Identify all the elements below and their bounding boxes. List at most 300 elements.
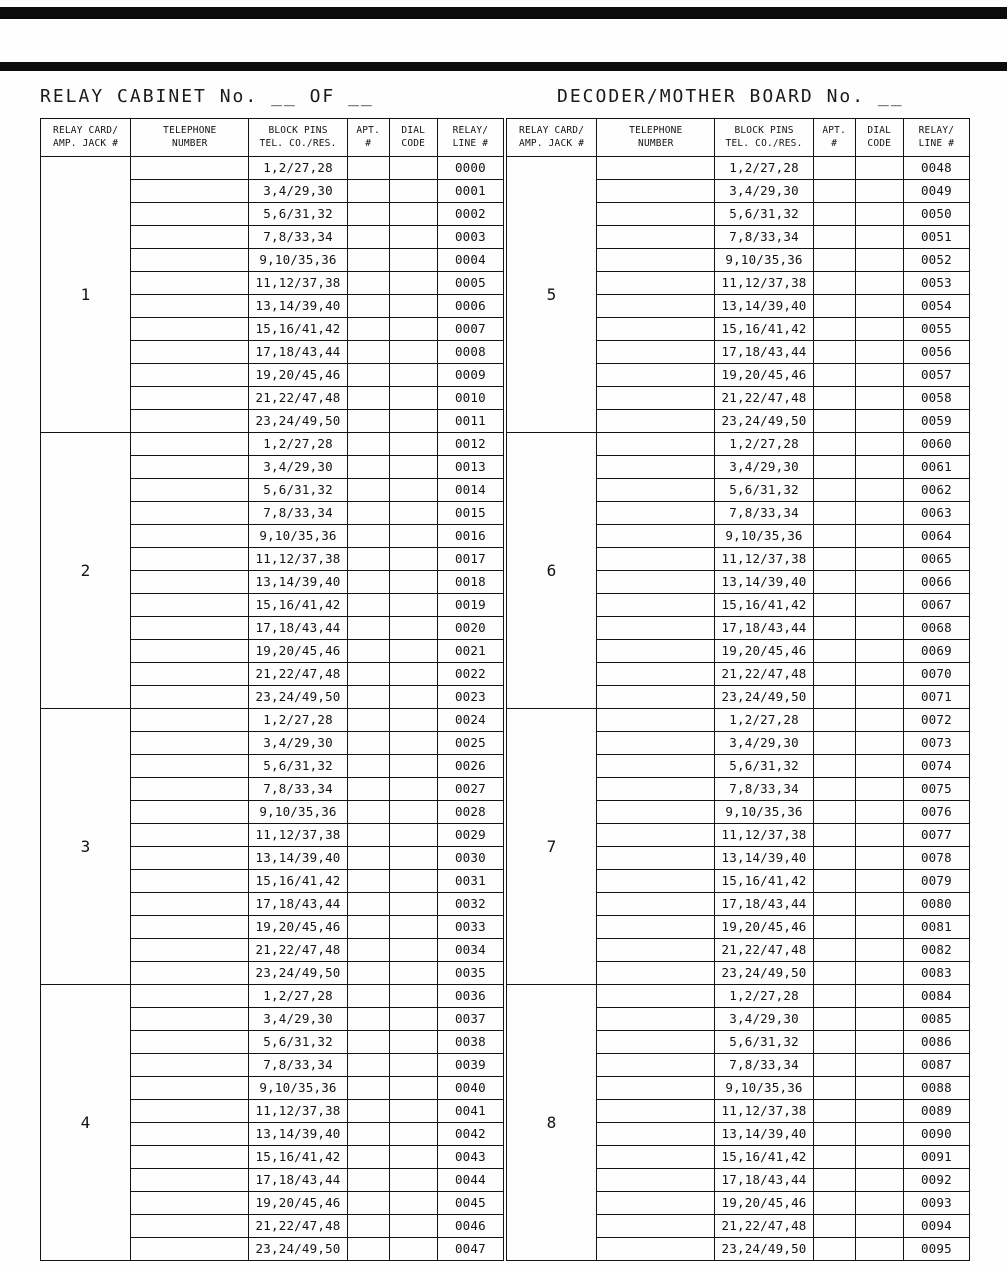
block-pins-cell: 1,2/27,28 — [249, 433, 347, 456]
apt-number-cell — [347, 1192, 389, 1215]
relay-line-cell: 0035 — [437, 962, 503, 985]
jack-number-cell: 6 — [507, 433, 597, 709]
block-pins-cell: 19,20/45,46 — [715, 364, 813, 387]
apt-number-cell — [813, 1192, 855, 1215]
block-pins-cell: 11,12/37,38 — [249, 1100, 347, 1123]
dial-code-cell — [855, 801, 903, 824]
column-header-jack: RELAY CARD/ AMP. JACK # — [41, 119, 131, 157]
block-pins-cell: 1,2/27,28 — [715, 709, 813, 732]
relay-line-cell: 0048 — [903, 157, 969, 180]
relay-table-right — [506, 118, 970, 1261]
apt-number-cell — [347, 801, 389, 824]
relay-line-cell: 0074 — [903, 755, 969, 778]
telephone-number-cell — [597, 1215, 715, 1238]
dial-code-cell — [389, 1008, 437, 1031]
block-pins-cell: 19,20/45,46 — [249, 1192, 347, 1215]
telephone-number-cell — [131, 456, 249, 479]
block-pins-cell: 3,4/29,30 — [249, 732, 347, 755]
apt-number-cell — [813, 962, 855, 985]
dial-code-cell — [855, 318, 903, 341]
apt-number-cell — [347, 548, 389, 571]
relay-line-cell: 0095 — [903, 1238, 969, 1261]
telephone-number-cell — [597, 410, 715, 433]
telephone-number-cell — [131, 571, 249, 594]
dial-code-cell — [855, 617, 903, 640]
apt-number-cell — [347, 180, 389, 203]
dial-code-cell — [855, 594, 903, 617]
telephone-number-cell — [597, 962, 715, 985]
telephone-number-cell — [131, 364, 249, 387]
relay-line-cell: 0025 — [437, 732, 503, 755]
block-pins-cell: 21,22/47,48 — [715, 663, 813, 686]
dial-code-cell — [855, 1146, 903, 1169]
relay-line-cell: 0013 — [437, 456, 503, 479]
relay-line-cell: 0076 — [903, 801, 969, 824]
apt-number-cell — [347, 456, 389, 479]
relay-line-cell: 0062 — [903, 479, 969, 502]
telephone-number-cell — [131, 663, 249, 686]
apt-number-cell — [347, 341, 389, 364]
apt-number-cell — [347, 433, 389, 456]
jack-number-cell: 2 — [41, 433, 131, 709]
block-pins-cell: 3,4/29,30 — [249, 180, 347, 203]
relay-line-cell: 0044 — [437, 1169, 503, 1192]
dial-code-cell — [855, 755, 903, 778]
apt-number-cell — [813, 433, 855, 456]
relay-line-cell: 0082 — [903, 939, 969, 962]
block-pins-cell: 5,6/31,32 — [715, 203, 813, 226]
telephone-number-cell — [131, 732, 249, 755]
block-pins-cell: 23,24/49,50 — [715, 410, 813, 433]
dial-code-cell — [855, 157, 903, 180]
apt-number-cell — [813, 594, 855, 617]
dial-code-cell — [855, 686, 903, 709]
apt-number-cell — [813, 203, 855, 226]
dial-code-cell — [855, 1008, 903, 1031]
telephone-number-cell — [597, 203, 715, 226]
relay-line-cell: 0077 — [903, 824, 969, 847]
block-pins-cell: 9,10/35,36 — [715, 525, 813, 548]
block-pins-cell: 5,6/31,32 — [249, 479, 347, 502]
block-pins-cell: 15,16/41,42 — [715, 870, 813, 893]
block-pins-cell: 1,2/27,28 — [249, 985, 347, 1008]
dial-code-cell — [389, 364, 437, 387]
apt-number-cell — [347, 709, 389, 732]
apt-number-cell — [813, 1054, 855, 1077]
telephone-number-cell — [597, 870, 715, 893]
dial-code-cell — [855, 1100, 903, 1123]
relay-line-cell: 0091 — [903, 1146, 969, 1169]
relay-line-cell: 0023 — [437, 686, 503, 709]
dial-code-cell — [855, 1031, 903, 1054]
apt-number-cell — [813, 272, 855, 295]
block-pins-cell: 11,12/37,38 — [715, 1100, 813, 1123]
relay-line-cell: 0042 — [437, 1123, 503, 1146]
relay-line-cell: 0085 — [903, 1008, 969, 1031]
relay-line-cell: 0010 — [437, 387, 503, 410]
apt-number-cell — [347, 1123, 389, 1146]
relay-line-cell: 0028 — [437, 801, 503, 824]
relay-line-cell: 0024 — [437, 709, 503, 732]
telephone-number-cell — [131, 295, 249, 318]
telephone-number-cell — [131, 1146, 249, 1169]
relay-line-cell: 0071 — [903, 686, 969, 709]
block-pins-cell: 17,18/43,44 — [249, 617, 347, 640]
apt-number-cell — [813, 1100, 855, 1123]
telephone-number-cell — [597, 617, 715, 640]
dial-code-cell — [855, 1169, 903, 1192]
apt-number-cell — [813, 571, 855, 594]
dial-code-cell — [855, 870, 903, 893]
apt-number-cell — [347, 663, 389, 686]
block-pins-cell: 7,8/33,34 — [249, 226, 347, 249]
telephone-number-cell — [597, 1100, 715, 1123]
block-pins-cell: 23,24/49,50 — [249, 410, 347, 433]
dial-code-cell — [855, 502, 903, 525]
block-pins-cell: 15,16/41,42 — [249, 594, 347, 617]
relay-line-cell: 0027 — [437, 778, 503, 801]
apt-number-cell — [347, 893, 389, 916]
apt-number-cell — [813, 617, 855, 640]
relay-line-cell: 0002 — [437, 203, 503, 226]
table-row — [41, 709, 504, 732]
relay-line-cell: 0073 — [903, 732, 969, 755]
apt-number-cell — [347, 939, 389, 962]
dial-code-cell — [855, 778, 903, 801]
block-pins-cell: 7,8/33,34 — [249, 502, 347, 525]
telephone-number-cell — [131, 548, 249, 571]
dial-code-cell — [855, 1215, 903, 1238]
block-pins-cell: 7,8/33,34 — [715, 778, 813, 801]
apt-number-cell — [347, 755, 389, 778]
relay-line-cell: 0038 — [437, 1031, 503, 1054]
apt-number-cell — [813, 916, 855, 939]
block-pins-cell: 19,20/45,46 — [249, 364, 347, 387]
dial-code-cell — [389, 985, 437, 1008]
telephone-number-cell — [131, 594, 249, 617]
table-row — [41, 433, 504, 456]
relay-line-cell: 0052 — [903, 249, 969, 272]
dial-code-cell — [389, 801, 437, 824]
relay-line-cell: 0089 — [903, 1100, 969, 1123]
apt-number-cell — [347, 249, 389, 272]
apt-number-cell — [347, 686, 389, 709]
dial-code-cell — [389, 502, 437, 525]
telephone-number-cell — [597, 249, 715, 272]
dial-code-cell — [855, 962, 903, 985]
apt-number-cell — [813, 295, 855, 318]
telephone-number-cell — [131, 939, 249, 962]
dial-code-cell — [855, 548, 903, 571]
column-header-dial-code: DIAL CODE — [389, 119, 437, 157]
block-pins-cell: 1,2/27,28 — [715, 157, 813, 180]
telephone-number-cell — [597, 1008, 715, 1031]
apt-number-cell — [347, 1077, 389, 1100]
apt-number-cell — [813, 525, 855, 548]
relay-line-cell: 0030 — [437, 847, 503, 870]
relay-line-cell: 0040 — [437, 1077, 503, 1100]
column-header-telephone: TELEPHONE NUMBER — [131, 119, 249, 157]
relay-line-cell: 0053 — [903, 272, 969, 295]
block-pins-cell: 17,18/43,44 — [715, 893, 813, 916]
relay-line-cell: 0018 — [437, 571, 503, 594]
block-pins-cell: 13,14/39,40 — [249, 1123, 347, 1146]
relay-line-cell: 0094 — [903, 1215, 969, 1238]
apt-number-cell — [813, 502, 855, 525]
relay-line-cell: 0061 — [903, 456, 969, 479]
relay-line-cell: 0001 — [437, 180, 503, 203]
apt-number-cell — [347, 157, 389, 180]
dial-code-cell — [389, 180, 437, 203]
telephone-number-cell — [131, 1123, 249, 1146]
dial-code-cell — [389, 295, 437, 318]
telephone-number-cell — [597, 594, 715, 617]
apt-number-cell — [813, 1146, 855, 1169]
apt-number-cell — [813, 548, 855, 571]
block-pins-cell: 21,22/47,48 — [249, 1215, 347, 1238]
relay-line-cell: 0034 — [437, 939, 503, 962]
telephone-number-cell — [597, 686, 715, 709]
relay-line-cell: 0059 — [903, 410, 969, 433]
block-pins-cell: 17,18/43,44 — [249, 1169, 347, 1192]
relay-line-cell: 0079 — [903, 870, 969, 893]
block-pins-cell: 1,2/27,28 — [715, 985, 813, 1008]
dial-code-cell — [389, 1077, 437, 1100]
dial-code-cell — [855, 180, 903, 203]
relay-line-cell: 0084 — [903, 985, 969, 1008]
apt-number-cell — [813, 778, 855, 801]
relay-line-cell: 0054 — [903, 295, 969, 318]
block-pins-cell: 21,22/47,48 — [715, 387, 813, 410]
relay-line-cell: 0093 — [903, 1192, 969, 1215]
apt-number-cell — [347, 1146, 389, 1169]
block-pins-cell: 19,20/45,46 — [715, 916, 813, 939]
block-pins-cell: 9,10/35,36 — [249, 249, 347, 272]
column-header-dial-code: DIAL CODE — [855, 119, 903, 157]
jack-number-cell: 5 — [507, 157, 597, 433]
relay-line-cell: 0067 — [903, 594, 969, 617]
block-pins-cell: 1,2/27,28 — [715, 433, 813, 456]
block-pins-cell: 15,16/41,42 — [715, 318, 813, 341]
dial-code-cell — [389, 709, 437, 732]
relay-line-cell: 0033 — [437, 916, 503, 939]
relay-line-cell: 0032 — [437, 893, 503, 916]
relay-line-cell: 0014 — [437, 479, 503, 502]
dial-code-cell — [389, 594, 437, 617]
apt-number-cell — [347, 732, 389, 755]
telephone-number-cell — [597, 456, 715, 479]
telephone-number-cell — [131, 341, 249, 364]
dial-code-cell — [389, 824, 437, 847]
dial-code-cell — [389, 203, 437, 226]
dial-code-cell — [855, 272, 903, 295]
block-pins-cell: 11,12/37,38 — [249, 824, 347, 847]
telephone-number-cell — [131, 916, 249, 939]
telephone-number-cell — [597, 571, 715, 594]
dial-code-cell — [389, 732, 437, 755]
apt-number-cell — [813, 686, 855, 709]
apt-number-cell — [347, 870, 389, 893]
telephone-number-cell — [131, 1100, 249, 1123]
telephone-number-cell — [131, 410, 249, 433]
dial-code-cell — [389, 226, 437, 249]
telephone-number-cell — [597, 1146, 715, 1169]
dial-code-cell — [855, 1077, 903, 1100]
apt-number-cell — [347, 617, 389, 640]
apt-number-cell — [813, 180, 855, 203]
dial-code-cell — [389, 341, 437, 364]
block-pins-cell: 23,24/49,50 — [249, 686, 347, 709]
dial-code-cell — [389, 456, 437, 479]
apt-number-cell — [347, 525, 389, 548]
telephone-number-cell — [597, 778, 715, 801]
block-pins-cell: 7,8/33,34 — [715, 1054, 813, 1077]
telephone-number-cell — [597, 1238, 715, 1261]
top-black-bar — [0, 7, 1007, 19]
dial-code-cell — [389, 387, 437, 410]
block-pins-cell: 3,4/29,30 — [715, 180, 813, 203]
relay-line-cell: 0029 — [437, 824, 503, 847]
telephone-number-cell — [131, 870, 249, 893]
apt-number-cell — [813, 1123, 855, 1146]
block-pins-cell: 7,8/33,34 — [715, 226, 813, 249]
apt-number-cell — [347, 502, 389, 525]
dial-code-cell — [389, 1123, 437, 1146]
block-pins-cell: 13,14/39,40 — [249, 295, 347, 318]
relay-line-cell: 0008 — [437, 341, 503, 364]
block-pins-cell: 13,14/39,40 — [715, 847, 813, 870]
telephone-number-cell — [131, 686, 249, 709]
telephone-number-cell — [597, 502, 715, 525]
dial-code-cell — [855, 732, 903, 755]
dial-code-cell — [855, 387, 903, 410]
column-header-apt: APT. # — [347, 119, 389, 157]
dial-code-cell — [855, 525, 903, 548]
dial-code-cell — [389, 318, 437, 341]
relay-line-cell: 0045 — [437, 1192, 503, 1215]
apt-number-cell — [347, 318, 389, 341]
dial-code-cell — [389, 571, 437, 594]
relay-line-cell: 0021 — [437, 640, 503, 663]
relay-line-cell: 0043 — [437, 1146, 503, 1169]
apt-number-cell — [813, 1215, 855, 1238]
block-pins-cell: 11,12/37,38 — [249, 272, 347, 295]
table-row — [41, 157, 504, 180]
relay-line-cell: 0000 — [437, 157, 503, 180]
dial-code-cell — [855, 663, 903, 686]
relay-line-cell: 0003 — [437, 226, 503, 249]
block-pins-cell: 3,4/29,30 — [715, 732, 813, 755]
telephone-number-cell — [597, 364, 715, 387]
dial-code-cell — [855, 709, 903, 732]
relay-line-cell: 0011 — [437, 410, 503, 433]
apt-number-cell — [347, 778, 389, 801]
telephone-number-cell — [597, 1077, 715, 1100]
block-pins-cell: 23,24/49,50 — [249, 1238, 347, 1261]
apt-number-cell — [347, 479, 389, 502]
relay-line-cell: 0090 — [903, 1123, 969, 1146]
apt-number-cell — [347, 1008, 389, 1031]
apt-number-cell — [813, 1238, 855, 1261]
apt-number-cell — [813, 157, 855, 180]
dial-code-cell — [855, 939, 903, 962]
block-pins-cell: 23,24/49,50 — [249, 962, 347, 985]
dial-code-cell — [389, 1054, 437, 1077]
telephone-number-cell — [597, 824, 715, 847]
relay-cabinet-title: RELAY CABINET No. __ OF __ — [40, 86, 374, 107]
telephone-number-cell — [131, 502, 249, 525]
telephone-number-cell — [597, 387, 715, 410]
relay-line-cell: 0041 — [437, 1100, 503, 1123]
apt-number-cell — [347, 387, 389, 410]
telephone-number-cell — [597, 755, 715, 778]
block-pins-cell: 5,6/31,32 — [249, 755, 347, 778]
apt-number-cell — [813, 732, 855, 755]
block-pins-cell: 13,14/39,40 — [715, 571, 813, 594]
telephone-number-cell — [131, 1215, 249, 1238]
jack-number-cell: 3 — [41, 709, 131, 985]
apt-number-cell — [347, 226, 389, 249]
block-pins-cell: 9,10/35,36 — [715, 801, 813, 824]
relay-line-cell: 0039 — [437, 1054, 503, 1077]
block-pins-cell: 3,4/29,30 — [715, 1008, 813, 1031]
relay-line-cell: 0078 — [903, 847, 969, 870]
relay-line-cell: 0037 — [437, 1008, 503, 1031]
block-pins-cell: 13,14/39,40 — [249, 847, 347, 870]
apt-number-cell — [813, 249, 855, 272]
dial-code-cell — [855, 295, 903, 318]
relay-line-cell: 0015 — [437, 502, 503, 525]
apt-number-cell — [813, 226, 855, 249]
dial-code-cell — [389, 1192, 437, 1215]
dial-code-cell — [389, 686, 437, 709]
block-pins-cell: 21,22/47,48 — [715, 1215, 813, 1238]
relay-line-cell: 0050 — [903, 203, 969, 226]
dial-code-cell — [389, 479, 437, 502]
dial-code-cell — [389, 157, 437, 180]
relay-line-cell: 0051 — [903, 226, 969, 249]
relay-line-cell: 0022 — [437, 663, 503, 686]
telephone-number-cell — [131, 1238, 249, 1261]
telephone-number-cell — [131, 1192, 249, 1215]
block-pins-cell: 11,12/37,38 — [715, 548, 813, 571]
apt-number-cell — [813, 1077, 855, 1100]
telephone-number-cell — [131, 709, 249, 732]
table-row — [507, 433, 970, 456]
block-pins-cell: 11,12/37,38 — [715, 824, 813, 847]
relay-line-cell: 0060 — [903, 433, 969, 456]
apt-number-cell — [347, 1215, 389, 1238]
block-pins-cell: 9,10/35,36 — [715, 249, 813, 272]
dial-code-cell — [855, 341, 903, 364]
dial-code-cell — [855, 640, 903, 663]
dial-code-cell — [855, 1238, 903, 1261]
apt-number-cell — [347, 985, 389, 1008]
second-black-bar — [0, 62, 1007, 71]
block-pins-cell: 9,10/35,36 — [715, 1077, 813, 1100]
relay-line-cell: 0019 — [437, 594, 503, 617]
apt-number-cell — [347, 1054, 389, 1077]
apt-number-cell — [813, 801, 855, 824]
dial-code-cell — [389, 893, 437, 916]
telephone-number-cell — [597, 893, 715, 916]
dial-code-cell — [855, 479, 903, 502]
dial-code-cell — [389, 1146, 437, 1169]
decoder-mother-board-title: DECODER/MOTHER BOARD No. __ — [557, 86, 904, 107]
relay-line-cell: 0066 — [903, 571, 969, 594]
apt-number-cell — [813, 1169, 855, 1192]
telephone-number-cell — [131, 755, 249, 778]
